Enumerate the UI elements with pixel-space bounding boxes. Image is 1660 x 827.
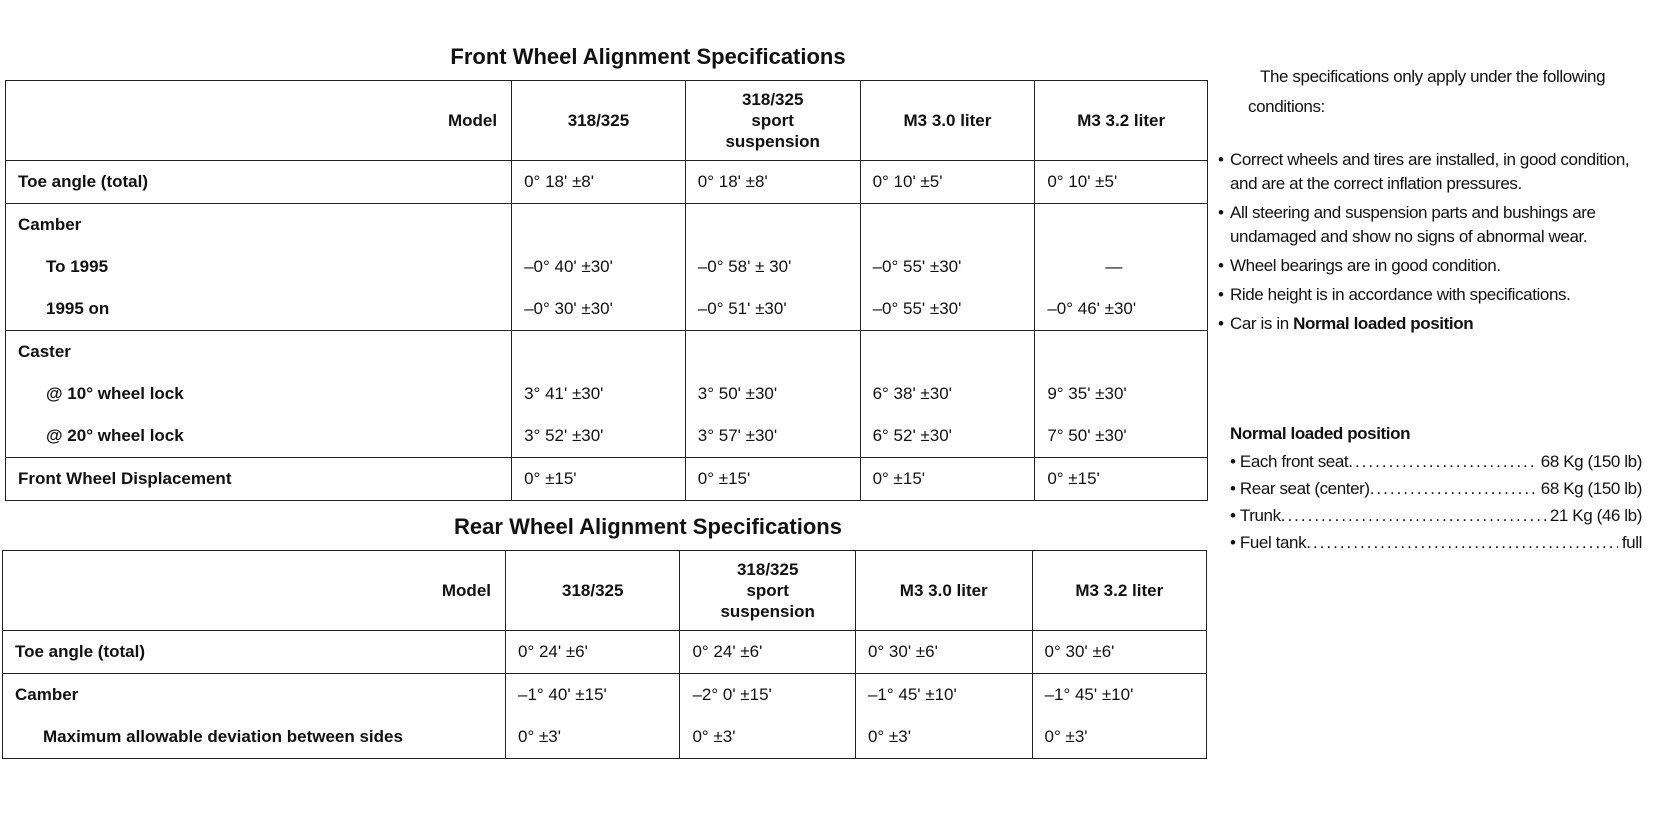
cell — [1035, 161, 1208, 204]
col-m3-32-header: M3 3.2 liter — [1032, 551, 1206, 631]
condition-prefix: Car is in — [1230, 314, 1289, 333]
cell — [1035, 458, 1208, 501]
value: –0° 55' ±30' — [872, 299, 962, 318]
header-row — [6, 81, 1208, 161]
col-m3-30-header: M3 3.0 liter — [860, 81, 1035, 161]
conditions-intro-line1: The specifications only apply under the following — [1260, 67, 1606, 86]
value: 0° ±15' — [872, 469, 926, 488]
bullet-icon: • — [1230, 452, 1236, 471]
row-label-cell — [6, 161, 512, 204]
value: 0° ±3' — [518, 727, 562, 746]
value: –1° 45' ±10' — [867, 685, 957, 704]
col-m3-32-header: M3 3.2 liter — [1035, 81, 1208, 161]
table-row-camber — [3, 674, 1207, 759]
list-item — [1218, 312, 1660, 336]
list-item — [1218, 283, 1660, 307]
cell — [680, 631, 856, 674]
cell — [512, 458, 686, 501]
cell — [860, 161, 1035, 204]
cell — [685, 204, 860, 331]
load-item-value: 21 Kg (46 lb) — [1549, 506, 1642, 525]
condition-text: All steering and suspension parts and bushings are undamaged and show no signs of abnormal wear. — [1230, 203, 1596, 246]
conditions-list — [1218, 148, 1660, 336]
value: 0° ±3' — [692, 727, 736, 746]
list-item — [1230, 529, 1642, 556]
list-item — [1218, 148, 1660, 196]
row-label: Camber — [15, 685, 79, 704]
condition-bold-text: Normal loaded position — [1293, 314, 1474, 333]
sub-row-label: @ 10° wheel lock — [46, 384, 184, 403]
cell — [506, 631, 680, 674]
bullet-icon: • — [1230, 479, 1236, 498]
col-318-325-header: 318/325 — [512, 81, 686, 161]
col-318-325-header: 318/325 — [506, 551, 680, 631]
table-row-camber — [6, 204, 1208, 331]
conditions-intro-line2: conditions: — [1248, 97, 1325, 116]
bullet-icon: • — [1218, 150, 1224, 169]
value: 0° 10' ±5' — [872, 172, 943, 191]
row-label: Caster — [18, 342, 71, 361]
value: –0° 46' ±30' — [1047, 299, 1137, 318]
value: 0° 30' ±6' — [867, 642, 938, 661]
cell — [1032, 631, 1206, 674]
cell — [860, 331, 1035, 458]
load-item-value: 68 Kg (150 lb) — [1540, 452, 1642, 471]
table-row-displacement — [6, 458, 1208, 501]
list-item — [1230, 448, 1642, 475]
value: 6° 52' ±30' — [872, 426, 952, 445]
cell — [860, 458, 1035, 501]
load-item-value: full — [1621, 533, 1642, 552]
bullet-icon: • — [1230, 506, 1236, 525]
cell — [506, 674, 680, 759]
value: –2° 0' ±15' — [692, 685, 772, 704]
sub-row-label: To 1995 — [46, 257, 109, 276]
value: 0° 30' ±6' — [1044, 642, 1115, 661]
front-table-title: Front Wheel Alignment Specifications — [450, 44, 846, 69]
rear-alignment-table — [2, 550, 1207, 759]
row-label: Camber — [18, 215, 82, 234]
cell — [685, 331, 860, 458]
value: –1° 40' ±15' — [518, 685, 607, 704]
conditions-notes — [1218, 62, 1660, 341]
load-item-name: Fuel tank — [1239, 533, 1307, 552]
col-sport-suspension-header: 318/325 sport suspension — [685, 81, 860, 161]
leader-dots — [1306, 529, 1618, 556]
leader-dots — [1370, 475, 1537, 502]
bullet-icon: • — [1218, 203, 1224, 222]
row-label: Toe angle (total) — [18, 172, 149, 191]
value: –0° 30' ±30' — [524, 299, 613, 318]
value: 0° 24' ±6' — [692, 642, 763, 661]
cell — [855, 674, 1032, 759]
col-m3-30-header: M3 3.0 liter — [855, 551, 1032, 631]
list-item — [1218, 201, 1660, 249]
cell — [512, 204, 686, 331]
front-alignment-table — [5, 80, 1208, 501]
col-sport-suspension-header: 318/325 sport suspension — [680, 551, 856, 631]
normal-loaded-position — [1230, 420, 1642, 556]
cell — [855, 631, 1032, 674]
load-item-name: Rear seat (center) — [1239, 479, 1370, 498]
value: 0° ±15' — [524, 469, 577, 488]
load-item-name: Each front seat — [1239, 452, 1349, 471]
value: –0° 58' ± 30' — [697, 257, 792, 276]
table-row-toe — [6, 161, 1208, 204]
value: 0° ±15' — [697, 469, 751, 488]
model-header: Model — [3, 551, 506, 631]
cell — [512, 161, 686, 204]
row-label-cell — [3, 631, 506, 674]
sub-row-label: Maximum allowable deviation between sides — [43, 727, 403, 746]
condition-text: Wheel bearings are in good condition. — [1230, 256, 1501, 275]
value: –0° 55' ±30' — [872, 257, 962, 276]
value: 0° 10' ±5' — [1047, 172, 1118, 191]
value: –0° 51' ±30' — [697, 299, 787, 318]
value: 3° 50' ±30' — [697, 384, 778, 403]
value: — — [1105, 257, 1123, 276]
cell — [1035, 204, 1208, 331]
leader-dots — [1348, 448, 1537, 475]
cell — [860, 204, 1035, 331]
value: 3° 41' ±30' — [524, 384, 604, 403]
leader-dots — [1281, 502, 1546, 529]
row-label-cell — [6, 458, 512, 501]
value: 0° ±3' — [867, 727, 911, 746]
load-item-name: Trunk — [1239, 506, 1281, 525]
sub-row-label: 1995 on — [46, 299, 110, 318]
value: 0° ±3' — [1044, 727, 1088, 746]
value: –1° 45' ±10' — [1044, 685, 1134, 704]
row-label-cell — [6, 204, 512, 331]
load-item-value: 68 Kg (150 lb) — [1540, 479, 1642, 498]
list-item — [1218, 254, 1660, 278]
model-header: Model — [6, 81, 512, 161]
bullet-icon: • — [1218, 285, 1224, 304]
row-label: Front Wheel Displacement — [18, 469, 232, 488]
row-label: Toe angle (total) — [15, 642, 146, 661]
value: –0° 40' ±30' — [524, 257, 613, 276]
value: 0° ±15' — [1047, 469, 1100, 488]
value: 9° 35' ±30' — [1047, 384, 1127, 403]
list-item — [1230, 475, 1642, 502]
cell — [685, 161, 860, 204]
sub-row-label: @ 20° wheel lock — [46, 426, 184, 445]
bullet-icon: • — [1230, 533, 1236, 552]
value: 6° 38' ±30' — [872, 384, 952, 403]
condition-text: Ride height is in accordance with specifications. — [1230, 285, 1571, 304]
bullet-icon: • — [1218, 256, 1224, 275]
cell — [512, 331, 686, 458]
normal-loaded-title: Normal loaded position — [1230, 424, 1411, 443]
value: 7° 50' ±30' — [1047, 426, 1127, 445]
row-label-cell — [3, 674, 506, 759]
value: 0° 18' ±8' — [524, 172, 594, 191]
bullet-icon: • — [1218, 314, 1224, 333]
cell — [680, 674, 856, 759]
condition-text: Correct wheels and tires are installed, in good condition, and are at the correct inflation pressures. — [1230, 150, 1630, 193]
table-row-toe — [3, 631, 1207, 674]
cell — [1032, 674, 1206, 759]
cell — [1035, 331, 1208, 458]
header-row — [3, 551, 1207, 631]
value: 0° 18' ±8' — [697, 172, 768, 191]
value: 3° 52' ±30' — [524, 426, 604, 445]
cell — [685, 458, 860, 501]
list-item — [1230, 502, 1642, 529]
value: 3° 57' ±30' — [697, 426, 778, 445]
value: 0° 24' ±6' — [518, 642, 588, 661]
table-row-caster — [6, 331, 1208, 458]
row-label-cell — [6, 331, 512, 458]
rear-table-title: Rear Wheel Alignment Specifications — [454, 514, 842, 539]
